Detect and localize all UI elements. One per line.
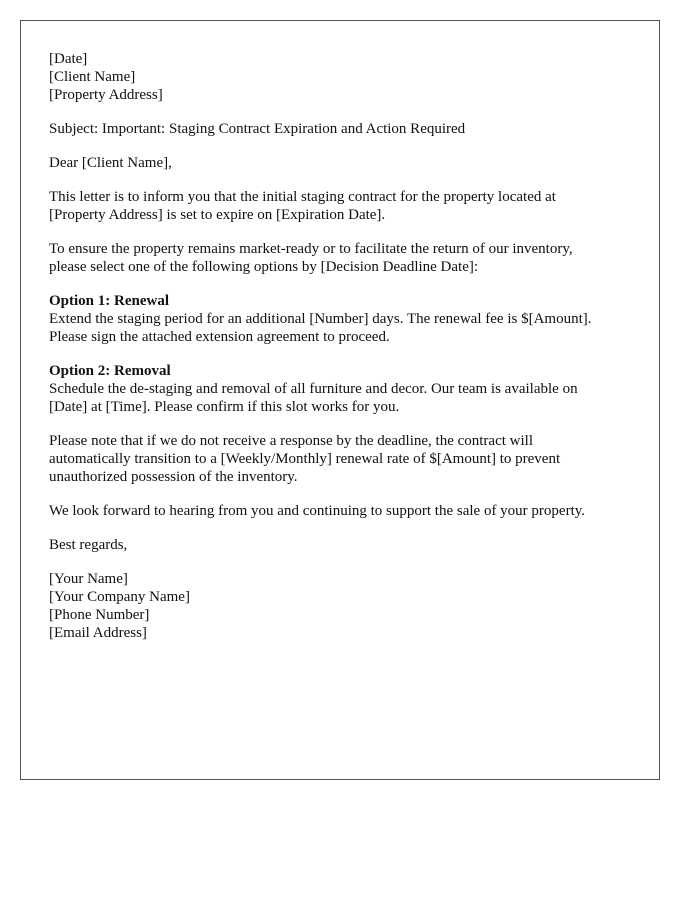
option-2-section: [49, 362, 649, 416]
signature-email: [Email Address]: [49, 625, 147, 641]
deadline-note-line-3: unauthorized possession of the inventory.: [49, 469, 298, 485]
subject-text: Subject: Important: Staging Contract Expiration and Action Required: [49, 121, 466, 137]
signature-company: [Your Company Name]: [49, 589, 190, 605]
signature-name: [Your Name]: [49, 571, 128, 587]
deadline-note-paragraph: [49, 432, 649, 486]
signature-block: [49, 570, 649, 642]
intro-line-2: [Property Address] is set to expire on [Expiration Date].: [49, 207, 386, 223]
closing-statement-text: We look forward to hearing from you and continuing to support the sale of your property.: [49, 503, 586, 519]
header-block: [49, 50, 649, 104]
deadline-note-line-1: Please note that if we do not receive a response by the deadline, the contract will: [49, 433, 533, 449]
option-2-line-2: [Date] at [Time]. Please confirm if this slot works for you.: [49, 399, 400, 415]
salutation-text: Dear [Client Name],: [49, 155, 172, 171]
header-date: [Date]: [49, 51, 88, 67]
letter-page: [20, 20, 660, 780]
signature-phone: [Phone Number]: [49, 607, 150, 623]
deadline-note-line-2: automatically transition to a [Weekly/Monthly] renewal rate of $[Amount] to prevent: [49, 451, 561, 467]
salutation: [49, 154, 649, 172]
header-client-name: [Client Name]: [49, 69, 136, 85]
option-1-line-2: Please sign the attached extension agreement to proceed.: [49, 329, 390, 345]
intro-line-1: This letter is to inform you that the initial staging contract for the property located at: [49, 189, 556, 205]
option-2-line-1: Schedule the de-staging and removal of all furniture and decor. Our team is available on: [49, 381, 578, 397]
options-intro-line-2: please select one of the following options by [Decision Deadline Date]:: [49, 259, 479, 275]
closing-statement: [49, 502, 649, 520]
subject-line: [49, 120, 649, 138]
intro-paragraph: [49, 188, 649, 224]
options-intro-paragraph: [49, 240, 649, 276]
option-1-line-1: Extend the staging period for an additional [Number] days. The renewal fee is $[Amount].: [49, 311, 592, 327]
options-intro-line-1: To ensure the property remains market-ready or to facilitate the return of our inventory,: [49, 241, 573, 257]
option-1-section: [49, 292, 649, 346]
sign-off: [49, 536, 649, 554]
letter-body: [49, 50, 649, 658]
header-property-address: [Property Address]: [49, 87, 163, 103]
sign-off-text: Best regards,: [49, 537, 128, 553]
option-1-title: Option 1: Renewal: [49, 293, 169, 309]
option-2-title: Option 2: Removal: [49, 363, 171, 379]
